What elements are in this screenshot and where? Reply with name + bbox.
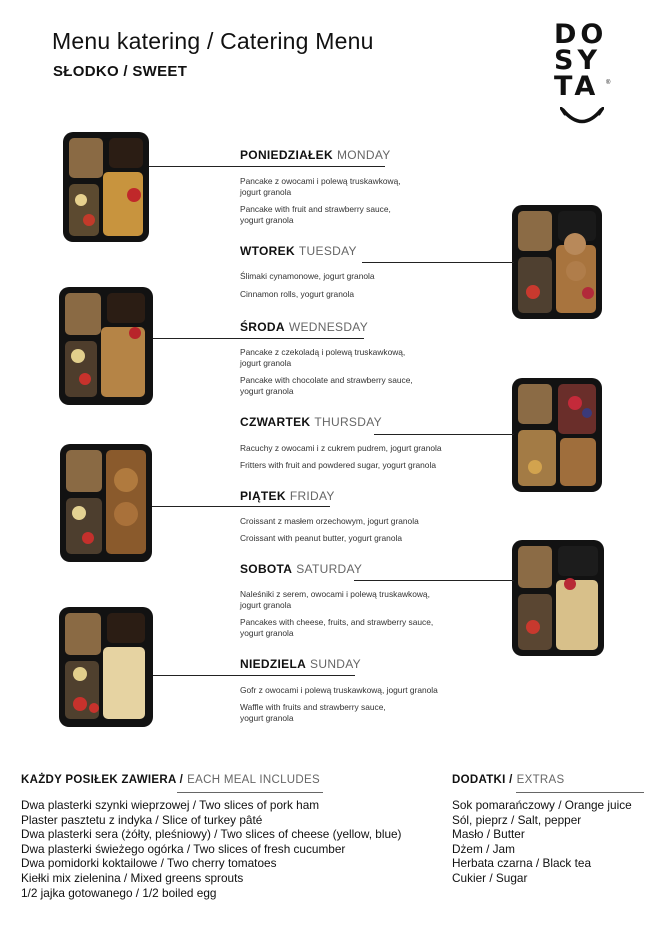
meal-photo-tuesday: [512, 205, 602, 319]
desc-line: Pancakes with cheese, fruits, and strawberry sauce,: [240, 617, 434, 627]
list-item: Masło / Butter: [452, 827, 525, 842]
extras-heading-pl: DODATKI /: [452, 774, 513, 786]
day-desc-pl-tuesday: [240, 271, 480, 282]
list-item: Dwa plasterki świeżego ogórka / Two slices of fresh cucumber: [21, 841, 346, 856]
connector-line-monday: [149, 166, 385, 167]
day-heading-sunday: [240, 657, 361, 671]
meal-photo-sunday: [59, 607, 153, 727]
dosyta-logo: [554, 19, 616, 132]
connector-line-tuesday: [362, 262, 514, 263]
list-item: Dżem / Jam: [452, 841, 515, 856]
day-name-en: TUESDAY: [298, 244, 357, 258]
day-desc-pl-thursday: [240, 443, 480, 454]
page-subtitle: SŁODKO / SWEET: [53, 63, 188, 80]
list-item: 1/2 jajka gotowanego / 1/2 boiled egg: [21, 885, 217, 900]
day-name-pl: NIEDZIELA: [240, 657, 307, 671]
desc-line: Croissant z masłem orzechowym, jogurt granola: [240, 516, 419, 526]
desc-line: yogurt granola: [240, 713, 294, 723]
page-title: Menu katering / Catering Menu: [52, 28, 374, 54]
desc-line: Pancake with fruit and strawberry sauce,: [240, 204, 391, 214]
list-item: Herbata czarna / Black tea: [452, 856, 592, 871]
desc-line: Naleśniki z serem, owocami i polewą truskawkową,: [240, 589, 430, 599]
logo-line-2: SY: [554, 45, 601, 76]
desc-line: Gofr z owocami i polewą truskawkową, jogurt granola: [240, 685, 438, 695]
meal-photo-thursday: [512, 378, 602, 492]
connector-line-saturday: [354, 580, 514, 581]
day-heading-friday: [240, 489, 335, 503]
day-name-pl: PIĄTEK: [240, 489, 286, 503]
desc-line: jogurt granola: [240, 358, 292, 368]
registered-mark: ®: [606, 80, 611, 86]
desc-line: yogurt granola: [240, 628, 294, 638]
day-desc-en-friday: [240, 533, 480, 544]
day-name-pl: CZWARTEK: [240, 415, 311, 429]
meal-photo-wednesday: [59, 287, 153, 405]
connector-line-wednesday: [153, 338, 364, 339]
day-desc-pl-monday: [240, 176, 480, 198]
list-item: Dwa plasterki sera (żółty, pleśniowy) / Two slices of cheese (yellow, blue): [21, 827, 402, 842]
desc-line: Pancake z owocami i polewą truskawkową,: [240, 176, 401, 186]
day-desc-pl-wednesday: [240, 347, 480, 369]
day-name-pl: WTOREK: [240, 244, 295, 258]
smile-icon: [560, 107, 604, 127]
day-desc-en-tuesday: [240, 289, 480, 300]
day-name-pl: ŚRODA: [240, 320, 285, 334]
meal-photo-monday: [63, 132, 149, 242]
includes-heading: [21, 774, 320, 786]
includes-list: [21, 798, 402, 900]
list-item: Dwa plasterki szynki wieprzowej / Two slices of pork ham: [21, 798, 320, 812]
list-item: Sól, pieprz / Salt, pepper: [452, 812, 582, 827]
meal-photo-friday: [60, 444, 152, 562]
desc-line: Fritters with fruit and powdered sugar, yogurt granola: [240, 460, 436, 470]
day-desc-pl-sunday: [240, 685, 480, 696]
day-heading-saturday: [240, 562, 362, 576]
day-name-en: SUNDAY: [310, 657, 361, 671]
day-name-pl: SOBOTA: [240, 562, 293, 576]
connector-line-friday: [152, 506, 330, 507]
desc-line: Ślimaki cynamonowe, jogurt granola: [240, 271, 375, 281]
day-desc-pl-friday: [240, 516, 480, 527]
day-name-en: FRIDAY: [289, 489, 335, 503]
desc-line: jogurt granola: [240, 600, 292, 610]
includes-heading-pl: KAŻDY POSIŁEK ZAWIERA /: [21, 774, 184, 786]
day-name-en: MONDAY: [336, 148, 391, 162]
day-desc-en-thursday: [240, 460, 480, 471]
day-heading-monday: [240, 148, 391, 162]
connector-line-thursday: [374, 434, 514, 435]
day-desc-en-wednesday: [240, 375, 480, 397]
desc-line: yogurt granola: [240, 386, 294, 396]
connector-line-sunday: [153, 675, 355, 676]
list-item: Kiełki mix zielenina / Mixed greens sprouts: [21, 870, 244, 885]
day-heading-tuesday: [240, 244, 357, 258]
day-desc-en-monday: [240, 204, 480, 226]
day-name-en: WEDNESDAY: [288, 320, 368, 334]
desc-line: Cinnamon rolls, yogurt granola: [240, 289, 355, 299]
list-item: Plaster pasztetu z indyka / Slice of turkey pâté: [21, 812, 263, 827]
day-name-en: SATURDAY: [296, 562, 363, 576]
list-item: Cukier / Sugar: [452, 870, 528, 885]
includes-heading-en: EACH MEAL INCLUDES: [187, 774, 320, 786]
extras-list: [452, 798, 632, 886]
logo-line-1: DO: [554, 19, 608, 50]
desc-line: Pancake z czekoladą i polewą truskawkową,: [240, 347, 406, 357]
desc-line: Pancake with chocolate and strawberry sauce,: [240, 375, 413, 385]
includes-underline: [177, 792, 323, 793]
desc-line: Racuchy z owocami i z cukrem pudrem, jogurt granola: [240, 443, 442, 453]
day-desc-en-saturday: [240, 617, 480, 639]
day-name-pl: PONIEDZIAŁEK: [240, 148, 333, 162]
day-heading-thursday: [240, 415, 382, 429]
desc-line: jogurt granola: [240, 187, 292, 197]
day-name-en: THURSDAY: [314, 415, 382, 429]
day-desc-en-sunday: [240, 702, 480, 724]
desc-line: yogurt granola: [240, 215, 294, 225]
desc-line: Croissant with peanut butter, yogurt granola: [240, 533, 403, 543]
list-item: Sok pomarańczowy / Orange juice: [452, 798, 632, 812]
day-heading-wednesday: [240, 320, 368, 334]
extras-heading-en: EXTRAS: [516, 774, 565, 786]
desc-line: Waffle with fruits and strawberry sauce,: [240, 702, 386, 712]
day-desc-pl-saturday: [240, 589, 480, 611]
logo-line-3: TA: [554, 71, 600, 102]
meal-photo-saturday: [512, 540, 604, 656]
list-item: Dwa pomidorki koktailowe / Two cherry tomatoes: [21, 856, 277, 871]
extras-heading: [452, 774, 564, 786]
extras-underline: [516, 792, 644, 793]
